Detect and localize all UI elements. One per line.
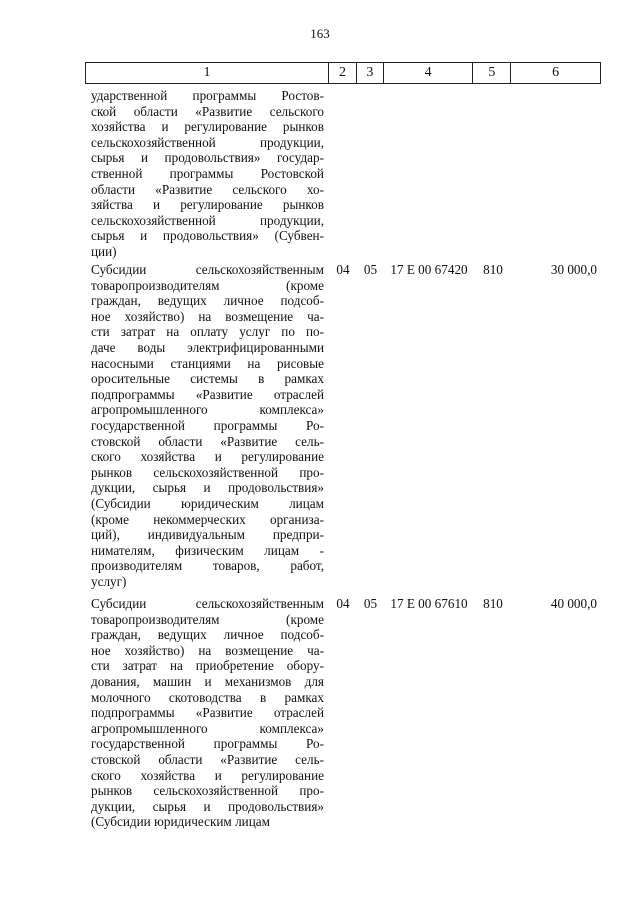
row-amount (512, 88, 601, 260)
page-number: 163 (310, 26, 330, 41)
description-line: подпрограммы «Развитие отраслей (91, 705, 324, 721)
row-target-article: 17 Е 00 67610 (390, 596, 468, 611)
description-line: сти затрат на приобретение обору- (91, 658, 324, 674)
row-expense-type: 810 (483, 262, 503, 277)
description-line: Субсидии сельскохозяйственным (91, 596, 324, 611)
row-description (85, 596, 329, 830)
description-line: стовской области «Развитие сель- (91, 433, 324, 449)
description-line: ное хозяйство) на возмещение ча- (91, 642, 324, 658)
row-section: 04 (336, 596, 350, 611)
header-col-3: 3 (357, 63, 384, 83)
row-subsection: 05 (363, 596, 378, 611)
row-subsection (357, 88, 384, 260)
description-line: ского хозяйства и регулирование (91, 767, 324, 783)
description-line: рынков сельскохозяйственной про- (91, 783, 324, 799)
header-col-4: 4 (384, 63, 474, 83)
description-line: ции) (91, 243, 117, 259)
description-line: (Субсидии юридическим лицам (91, 495, 324, 511)
table-row (85, 88, 601, 260)
row-description (85, 262, 329, 589)
description-line: товаропроизводителям (кроме (91, 277, 324, 293)
description-line: (кроме некоммерческих организа- (91, 511, 324, 527)
description-line: сырья и продовольствия» (Субвен- (91, 228, 324, 244)
header-col-6: 6 (552, 65, 560, 80)
description-line: молочного скотоводства в рамках (91, 689, 324, 705)
row-expense-type (474, 88, 512, 260)
description-line: даче воды электрифицированными (91, 339, 324, 355)
row-amount: 40 000,0 (550, 596, 597, 611)
description-line: ственной программы Ростовской (91, 165, 324, 181)
row-section (329, 88, 357, 260)
description-line: ударственной программы Ростов- (91, 88, 324, 103)
description-line: зяйства и регулирование рынков (91, 197, 324, 213)
row-subsection: 05 (363, 262, 378, 277)
description-line: нимателям, физическим лицам - (91, 542, 324, 558)
description-line: дования, машин и механизмов для (91, 673, 324, 689)
description-line: дукции, сырья и продовольствия» (91, 480, 324, 496)
description-line: подпрограммы «Развитие отраслей (91, 386, 324, 402)
description-line: сельскохозяйственной продукции, (91, 212, 324, 228)
description-line: агропромышленного комплекса» (91, 402, 324, 418)
header-col-2: 2 (329, 63, 357, 83)
description-line: дукции, сырья и продовольствия» (91, 798, 324, 814)
description-line: государственной программы Ро- (91, 417, 324, 433)
row-target-article: 17 Е 00 67420 (390, 262, 468, 277)
description-line: области «Развитие сельского хо- (91, 181, 324, 197)
table-row (85, 262, 601, 589)
header-col-5: 5 (473, 63, 511, 83)
description-line: агропромышленного комплекса» (91, 720, 324, 736)
description-line: (Субсидии юридическим лицам (91, 814, 270, 830)
description-line: Субсидии сельскохозяйственным (91, 262, 324, 277)
description-line: сырья и продовольствия» государ- (91, 150, 324, 166)
description-line: сельскохозяйственной продукции, (91, 134, 324, 150)
row-target-article (384, 88, 474, 260)
description-line: ской области «Развитие сельского (91, 103, 324, 119)
description-line: хозяйства и регулирование рынков (91, 119, 324, 135)
description-line: стовской области «Развитие сель- (91, 751, 324, 767)
description-line: производителям товаров, работ, (91, 558, 324, 574)
header-col-1: 1 (86, 63, 329, 83)
description-line: ского хозяйства и регулирование (91, 449, 324, 465)
description-line: насосными станциями на рисовые (91, 355, 324, 371)
description-line: государственной программы Ро- (91, 736, 324, 752)
description-line: оросительные системы в рамках (91, 371, 324, 387)
row-description (85, 88, 329, 260)
description-line: ное хозяйство) на возмещение ча- (91, 308, 324, 324)
table-header (85, 62, 601, 84)
row-expense-type: 810 (483, 596, 503, 611)
description-line: услуг) (91, 573, 127, 589)
row-amount: 30 000,0 (550, 262, 597, 277)
description-line: граждан, ведущих личное подсоб- (91, 293, 324, 309)
description-line: ций), индивидуальным предпри- (91, 527, 324, 543)
row-section: 04 (336, 262, 350, 277)
description-line: товаропроизводителям (кроме (91, 611, 324, 627)
description-line: рынков сельскохозяйственной про- (91, 464, 324, 480)
description-line: граждан, ведущих личное подсоб- (91, 627, 324, 643)
table-row (85, 596, 601, 830)
description-line: сти затрат на оплату услуг по по- (91, 324, 324, 340)
